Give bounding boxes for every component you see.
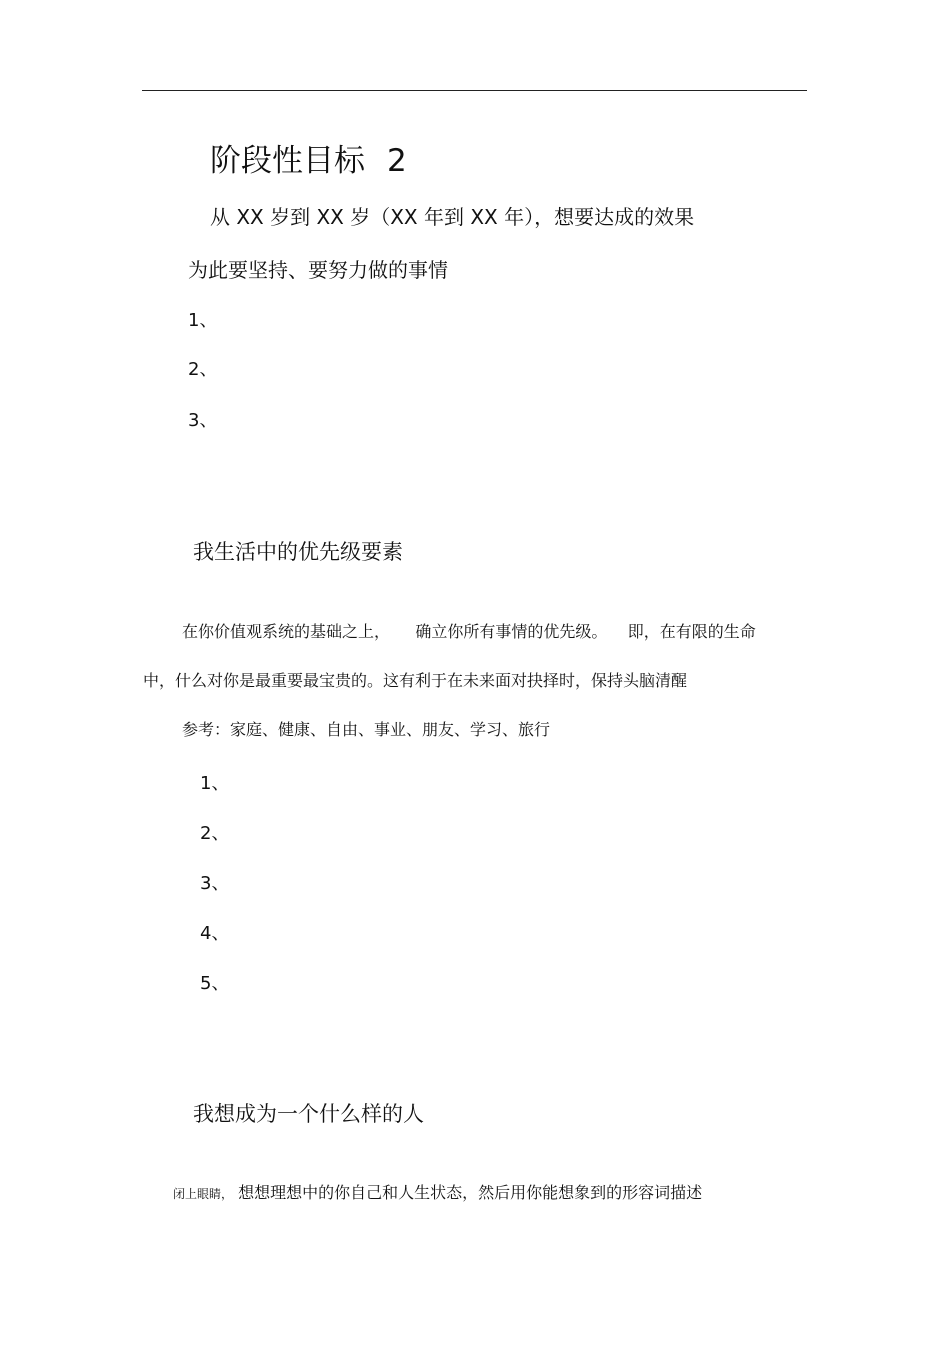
ideal-self-heading: 我想成为一个什么样的人 xyxy=(193,1102,424,1126)
intro-small-text: 闭上眼睛， xyxy=(173,1187,234,1201)
title-text: 阶段性目标 xyxy=(210,143,365,179)
priority-item-1: 1、 xyxy=(200,773,230,794)
reference-line: 参考：家庭、健康、自由、事业、朋友、学习、旅行 xyxy=(182,720,551,739)
page-title xyxy=(210,143,407,179)
priority-item-2: 2、 xyxy=(200,823,230,844)
ideal-self-intro xyxy=(173,1185,702,1201)
priority-item-3: 3、 xyxy=(200,873,230,894)
priority-paragraph-line-1: 在你价值观系统的基础之上， 确立你所有事情的优先级。 即，在有限的生命 xyxy=(182,622,756,641)
priority-item-4: 4、 xyxy=(200,923,230,944)
task-item-2: 2、 xyxy=(188,359,218,380)
priority-paragraph-line-2: 中，什么对你是最重要最宝贵的。这有利于在未来面对抉择时，保持头脑清醒 xyxy=(143,671,688,690)
goal-subtitle: 从 XX 岁到 XX 岁（XX 年到 XX 年），想要达成的效果 xyxy=(210,205,695,229)
priority-item-5: 5、 xyxy=(200,973,230,994)
priority-heading: 我生活中的优先级要素 xyxy=(193,540,403,564)
task-item-3: 3、 xyxy=(188,410,218,431)
title-number: 2 xyxy=(387,143,407,179)
task-item-1: 1、 xyxy=(188,310,218,331)
tasks-label: 为此要坚持、要努力做的事情 xyxy=(188,258,448,282)
header-rule xyxy=(142,90,807,91)
intro-main-text: 想想理想中的你自己和人生状态，然后用你能想象到的形容词描述 xyxy=(233,1183,703,1202)
